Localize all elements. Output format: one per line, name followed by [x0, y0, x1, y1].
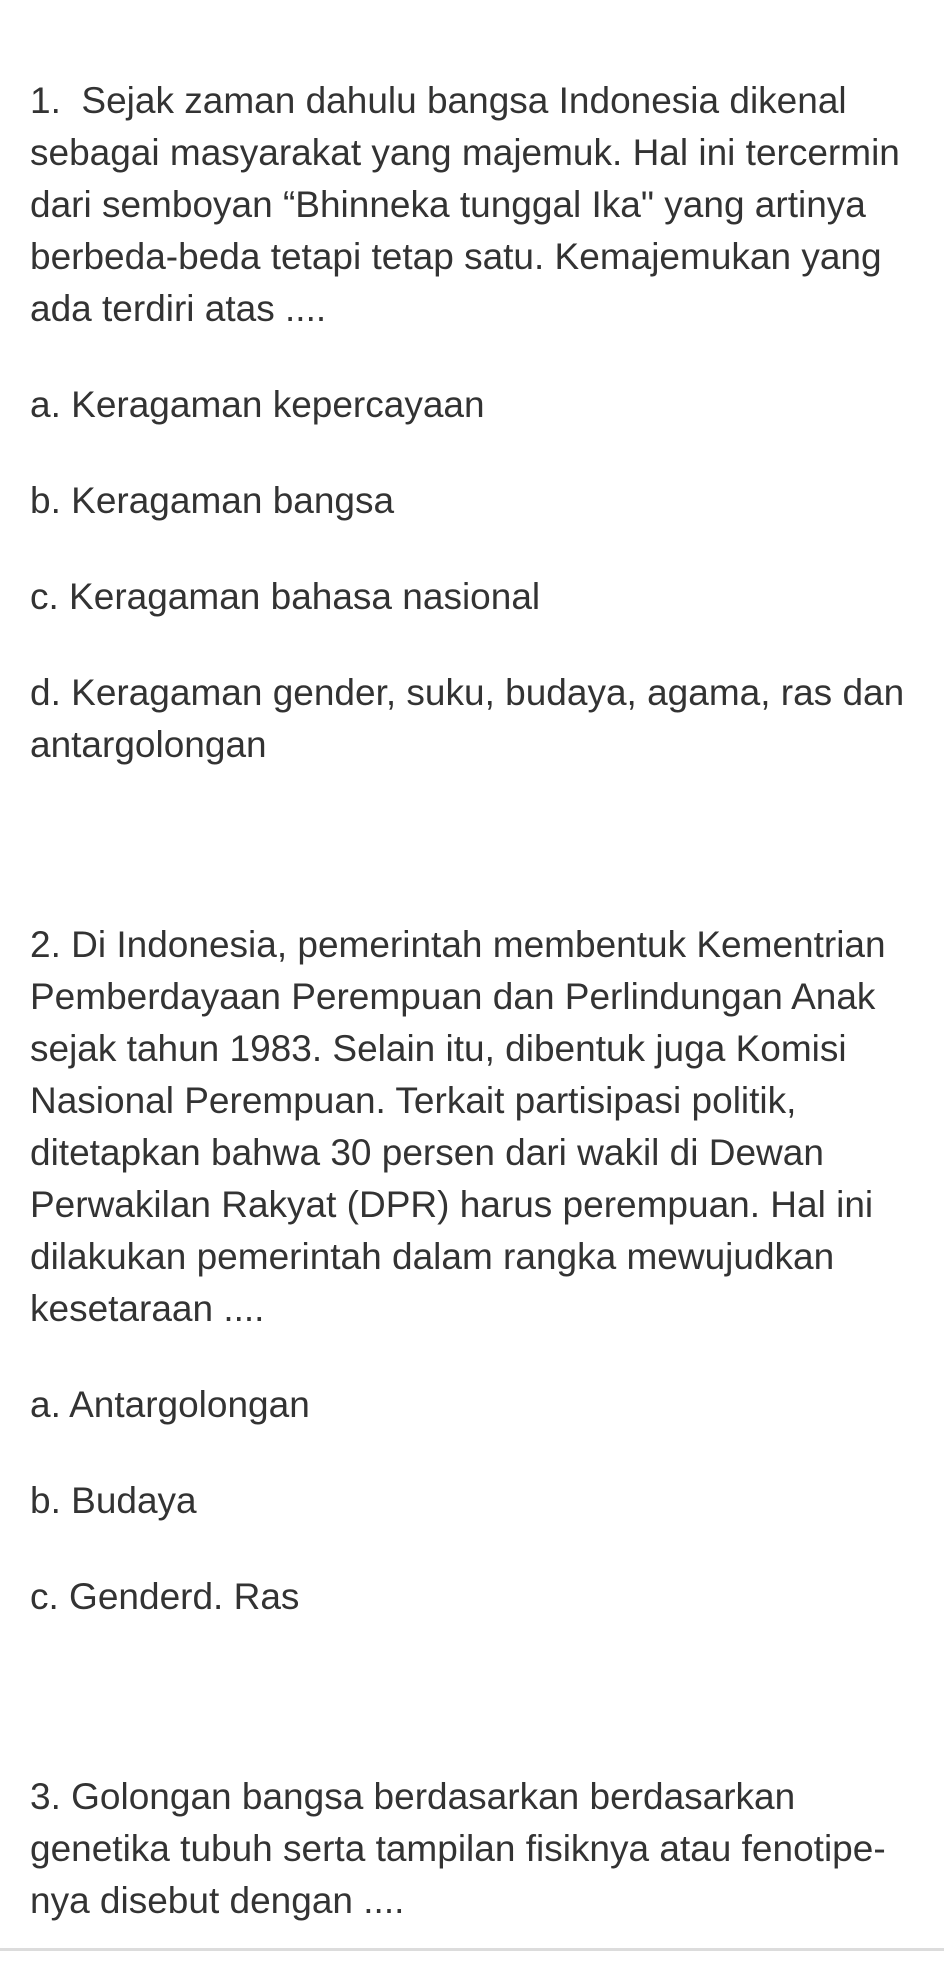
answer-option: b. Keragaman bangsa — [30, 480, 395, 521]
question-text: 1. Sejak zaman dahulu bangsa Indonesia dikenal sebagai masyarakat yang majemuk. Hal ini tercermin dari semboyan “Bhinneka tunggal Ika" yang artinya berbeda-beda tetapi tetap satu. Kemajemukan yang ada terdiri atas .... — [30, 80, 911, 329]
answer-option: c. Keragaman bahasa nasional — [30, 576, 541, 617]
answer-option: a. Antargolongan — [30, 1384, 310, 1425]
question-text: 2. Di Indonesia, pemerintah membentuk Kementrian Pemberdayaan Perempuan dan Perlindungan Anak sejak tahun 1983. Selain itu, dibentuk juga Komisi Nasional Perempuan. Terkait partisipasi politik, ditetapkan bahwa 30 persen dari wakil di Dewan Perwakilan Rakyat (DPR) harus perempuan. Hal ini dilakukan pemerintah dalam rangka mewujudkan kesetaraan .... — [30, 924, 896, 1329]
question-text: 3. Golongan bangsa berdasarkan berdasarkan genetika tubuh serta tampilan fisiknya atau fenotipe-nya disebut dengan .... — [30, 1776, 886, 1921]
document-body — [30, 75, 940, 1971]
question-block-2 — [30, 919, 940, 1623]
answer-option: d. Keragaman gender, suku, budaya, agama, ras dan antargolongan — [30, 672, 915, 765]
question-block-1 — [30, 75, 940, 771]
answer-option: a. Keragaman kepercayaan — [30, 384, 485, 425]
answer-option: b. Budaya — [30, 1480, 197, 1521]
question-block-3 — [30, 1771, 940, 1927]
answer-option: c. Genderd. Ras — [30, 1576, 300, 1617]
